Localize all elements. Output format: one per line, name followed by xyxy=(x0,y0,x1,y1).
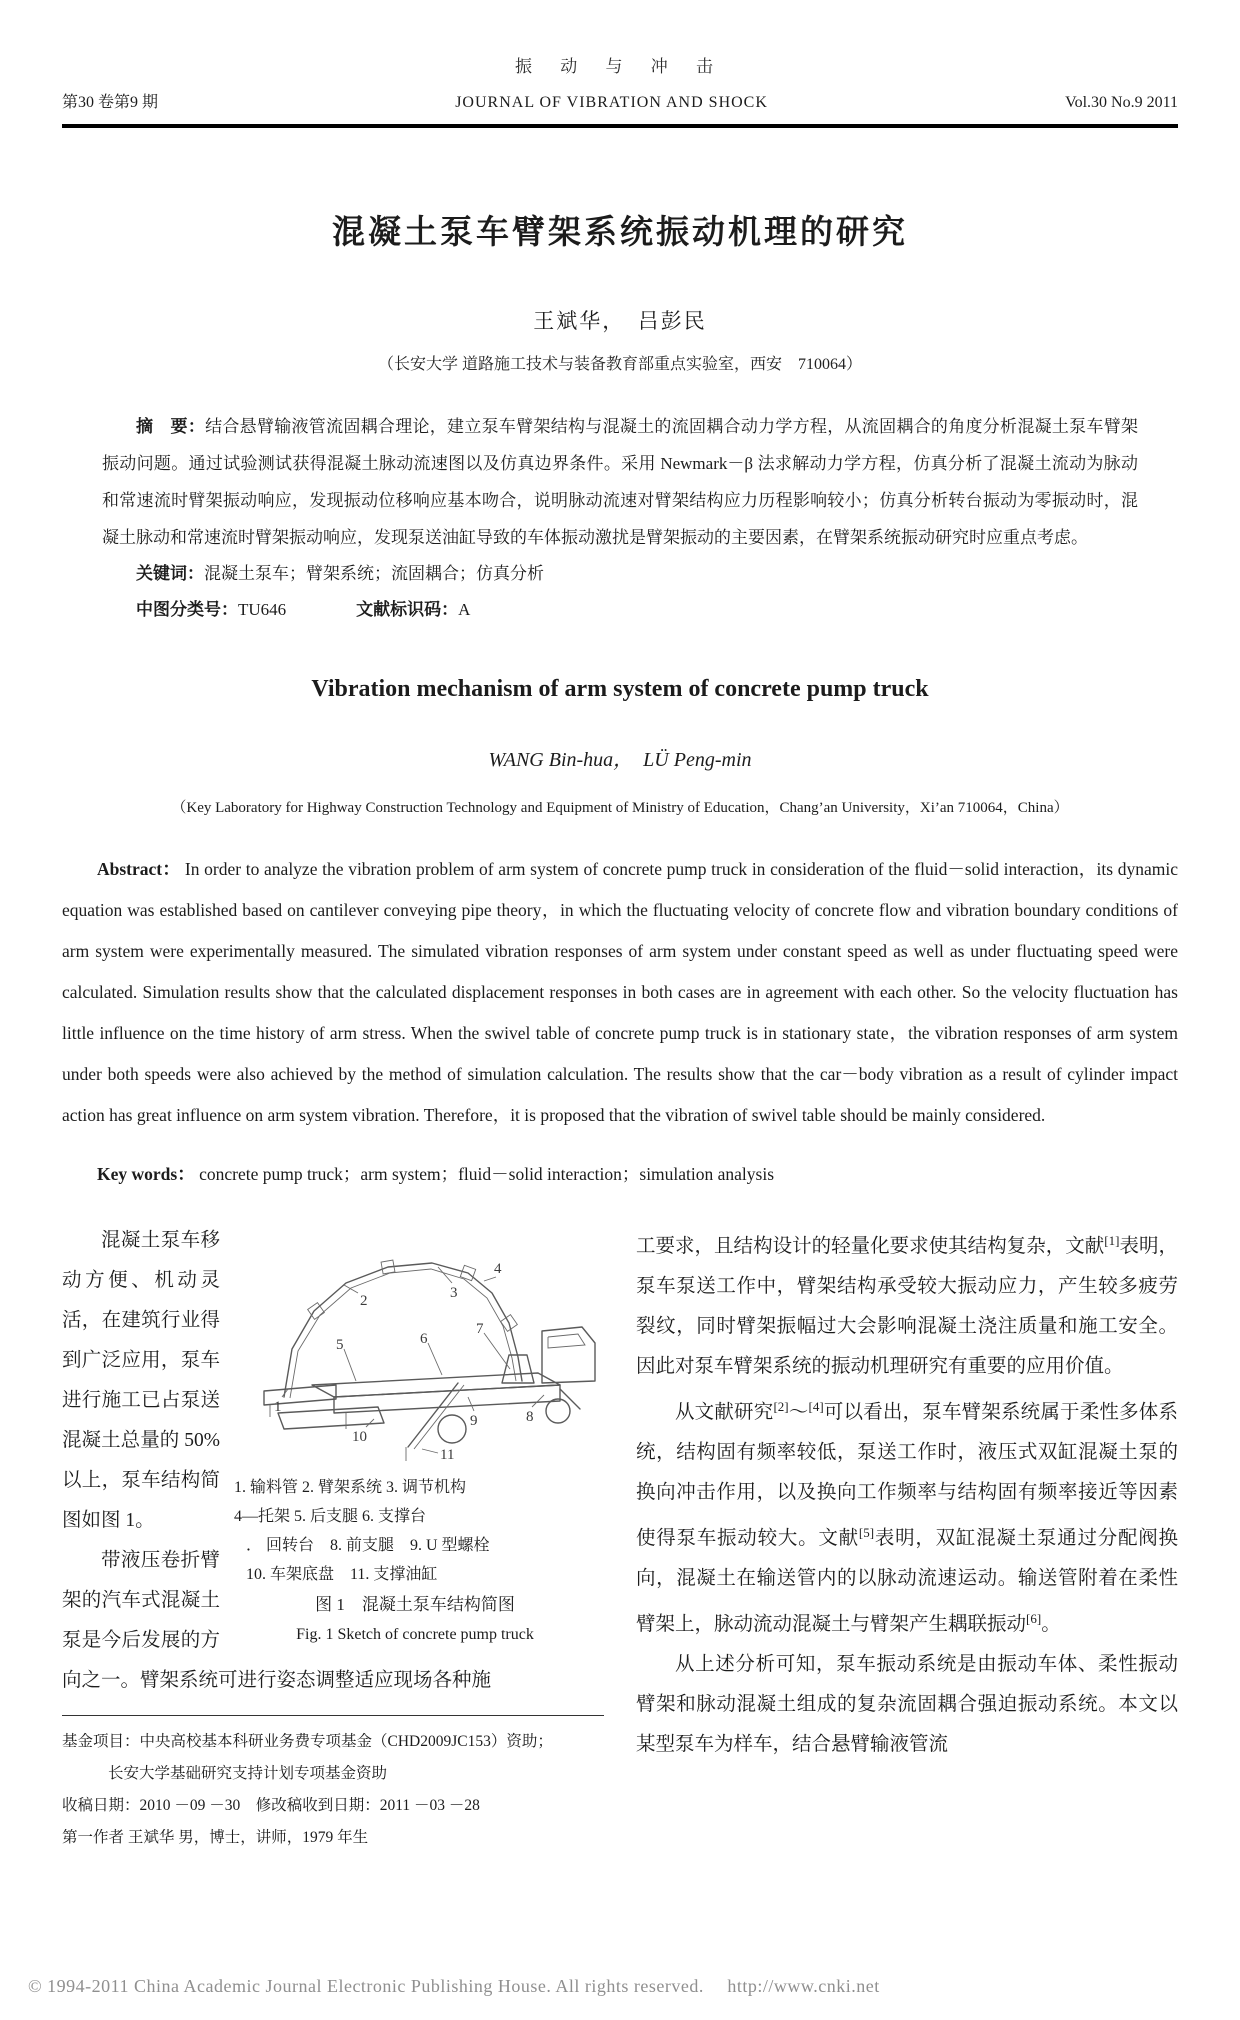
abstract-cn xyxy=(102,408,1138,556)
citation-ref-2: [2] xyxy=(773,1398,789,1414)
left-col-paragraph-2: 带液压卷折臂架的汽车式混凝土泵是今后发展的方向之一。臂架系统可进行姿态调整适应现场各种施 xyxy=(62,1549,492,1691)
paper-title-en: Vibration mechanism of arm system of concrete pump truck xyxy=(311,676,929,702)
citation-ref-4: [4] xyxy=(808,1398,824,1414)
keywords-cn-text: 混凝土泵车；臂架系统；流固耦合；仿真分析 xyxy=(204,564,544,583)
right-col-paragraph-1 xyxy=(636,1221,1178,1387)
keywords-en xyxy=(62,1154,1178,1195)
p2-text-b: ～ xyxy=(788,1401,809,1423)
journal-name-cn: 振 动 与 冲 击 xyxy=(515,57,725,76)
journal-header-row xyxy=(62,89,1178,112)
clc-line xyxy=(102,592,1138,628)
header-divider xyxy=(62,124,1178,128)
footnote-block xyxy=(62,1715,604,1854)
p1-text-a: 工要求，且结构设计的轻量化要求使其结构复杂，文献 xyxy=(636,1235,1105,1257)
fig-label-1: 1 xyxy=(274,1398,282,1415)
citation-ref-5: [5] xyxy=(858,1524,875,1540)
left-column xyxy=(62,1221,604,1854)
footnote-fund-line2: 长安大学基础研究支持计划专项基金资助 xyxy=(108,1764,388,1782)
fig-label-9: 9 xyxy=(470,1412,478,1429)
p2-text-d: 表明，双缸混凝土泵通过分配阀换向，混凝土在输送管内的以脉动流速运动。输送管附着在柔性臂架上，脉动流动混凝土与臂架产生耦联振动 xyxy=(636,1527,1178,1635)
fig-label-8: 8 xyxy=(526,1408,534,1425)
fig-label-5: 5 xyxy=(336,1336,344,1353)
volume-info: Vol.30 No.9 2011 xyxy=(1065,94,1178,111)
doc-code-label: 文献标识码： xyxy=(356,600,459,619)
abstract-en-label: Abstract： xyxy=(97,859,181,879)
p2-text-c: 可以看出，泵车臂架系统属于柔性多体系统，结构固有频率较低，泵送工作时，液压式双缸混凝土泵的换向冲击作用，以及换向工作频率与结构固有频率接近等因素使得泵车振动较大。文献 xyxy=(636,1401,1178,1549)
left-col-paragraph-1: 混凝土泵车移动方便、机动灵活，在建筑行业得到广泛应用，泵车进行施工已占泵送混凝土总量的 50% 以上，泵车结构简图如图 1。 xyxy=(62,1229,220,1531)
keywords-en-label: Key words： xyxy=(97,1163,195,1184)
body-columns xyxy=(62,1221,1178,1854)
citation-ref-6: [6] xyxy=(1026,1610,1042,1626)
p1-text-b: 表明，泵车泵送工作中，臂架结构承受较大振动应力，产生较多疲劳裂纹，同时臂架振幅过大会影响混凝土浇注质量和施工安全。因此对泵车臂架系统的振动机理研究有重要的应用价值。 xyxy=(636,1235,1178,1377)
affiliation-cn: （长安大学 道路施工技术与装备教育部重点实验室，西安 710064） xyxy=(377,356,862,373)
figure-legend-line1: 1. 输料管 2. 臂架系统 3. 调节机构 xyxy=(234,1478,467,1496)
citation-ref-1: [1] xyxy=(1104,1232,1120,1248)
journal-name-en: JOURNAL OF VIBRATION AND SHOCK xyxy=(455,94,768,111)
footnote-first-author: 第一作者 王斌华 男，博士，讲师，1979 年生 xyxy=(62,1828,369,1846)
abstract-cn-label: 摘 要： xyxy=(136,417,206,436)
p2-text-e: 。 xyxy=(1041,1613,1061,1635)
clc-label: 中图分类号： xyxy=(136,600,238,619)
abstract-en xyxy=(62,849,1178,1136)
fig-label-6: 6 xyxy=(420,1330,428,1347)
fig-label-10: 10 xyxy=(352,1428,367,1445)
abstract-cn-text: 结合悬臂输液管流固耦合理论，建立泵车臂架结构与混凝土的流固耦合动力学方程，从流固耦合的角度分析混凝土泵车臂架振动问题。通过试验测试获得混凝土脉动流速图以及仿真边界条件。采用 Newmark－β 法求解动力学方程，仿真分析了混凝土流动为脉动和常速流时臂架振动响应，发现振动位移响应基本吻合，说明脉动流速对臂架结构应力历程影响较小；仿真分析转台振动为零振动时，混凝土脉动和常速流时臂架振动响应，发现泵送油缸导致的车体振动激扰是臂架振动的主要因素，在臂架系统振动研究时应重点考虑。 xyxy=(102,417,1138,547)
p2-text-a: 从文献研究 xyxy=(675,1401,774,1423)
authors-en: WANG Bin-hua， LÜ Peng-min xyxy=(488,749,752,771)
right-col-paragraph-3: 从上述分析可知，泵车振动系统是由振动车体、柔性振动臂架和脉动混凝土组成的复杂流固耦合强迫振动系统。本文以某型泵车为样车，结合悬臂输液管流 xyxy=(636,1653,1178,1755)
figure-1 xyxy=(226,1221,604,1649)
abstract-en-text: In order to analyze the vibration problem of arm system of concrete pump truck in consideration of the fluid－solid interaction，its dynamic equation was established based on cantilever conveying pipe theory，in which the fluctuating velocity of concrete flow and vibration boundary conditions of arm system were experimentally measured. The simulated vibration responses of arm system under constant speed as well as under fluctuating speed were calculated. Simulation results show that the calculated displacement responses in both cases are in agreement with each other. So the velocity fluctuation has little influence on the time history of arm stress. When the swivel table of concrete pump truck is in stationary state，the vibration responses of arm system under both speeds were also achieved by the method of simulation calculation. The results show that the car－body vibration as a result of cylinder impact action has great influence on arm system vibration. Therefore，it is proposed that the vibration of swivel table should be mainly considered. xyxy=(62,859,1179,1125)
keywords-cn-label: 关键词： xyxy=(136,564,204,583)
footnote-dates: 收稿日期：2010 －09 －30 修改稿收到日期：2011 －03 －28 xyxy=(62,1796,480,1814)
figure-legend-line3: ． 回转台 8. 前支腿 9. U 型螺栓 xyxy=(246,1536,490,1554)
right-column xyxy=(636,1221,1178,1854)
doc-code-value: A xyxy=(458,600,471,619)
fig-label-2: 2 xyxy=(360,1292,368,1309)
figure-caption-cn: 图 1 混凝土泵车结构简图 xyxy=(315,1594,515,1614)
fig-label-7: 7 xyxy=(476,1320,484,1337)
copyright-line: © 1994-2011 China Academic Journal Electronic Publishing House. All rights reserved. http://www.cnki.net xyxy=(28,1976,880,1996)
issue-number: 第30 卷第9 期 xyxy=(62,94,159,111)
figure-legend-line2: 4—托架 5. 后支腿 6. 支撑台 xyxy=(234,1507,427,1525)
figure-caption-en: Fig. 1 Sketch of concrete pump truck xyxy=(296,1625,534,1643)
fig-label-11: 11 xyxy=(440,1446,455,1463)
keywords-cn xyxy=(102,556,1138,592)
authors-cn: 王斌华， 吕彭民 xyxy=(533,309,707,333)
fig-label-4: 4 xyxy=(494,1260,502,1277)
footnote-fund-line1: 基金项目：中央高校基本科研业务费专项基金（CHD2009JC153）资助； xyxy=(62,1732,553,1750)
clc-value: TU646 xyxy=(238,600,287,619)
fig-label-3: 3 xyxy=(450,1284,458,1301)
pump-truck-sketch xyxy=(226,1221,604,1473)
keywords-en-text: concrete pump truck；arm system；fluid－solid interaction；simulation analysis xyxy=(199,1163,775,1184)
paper-title-cn: 混凝土泵车臂架系统振动机理的研究 xyxy=(332,215,908,251)
figure-legend-line4: 10. 车架底盘 11. 支撑油缸 xyxy=(246,1565,438,1583)
affiliation-en: （Key Laboratory for Highway Construction Technology and Equipment of Ministry of Education，Chang’an University，Xi’an 710064，China） xyxy=(171,800,1069,816)
right-col-paragraph-2 xyxy=(636,1387,1178,1645)
